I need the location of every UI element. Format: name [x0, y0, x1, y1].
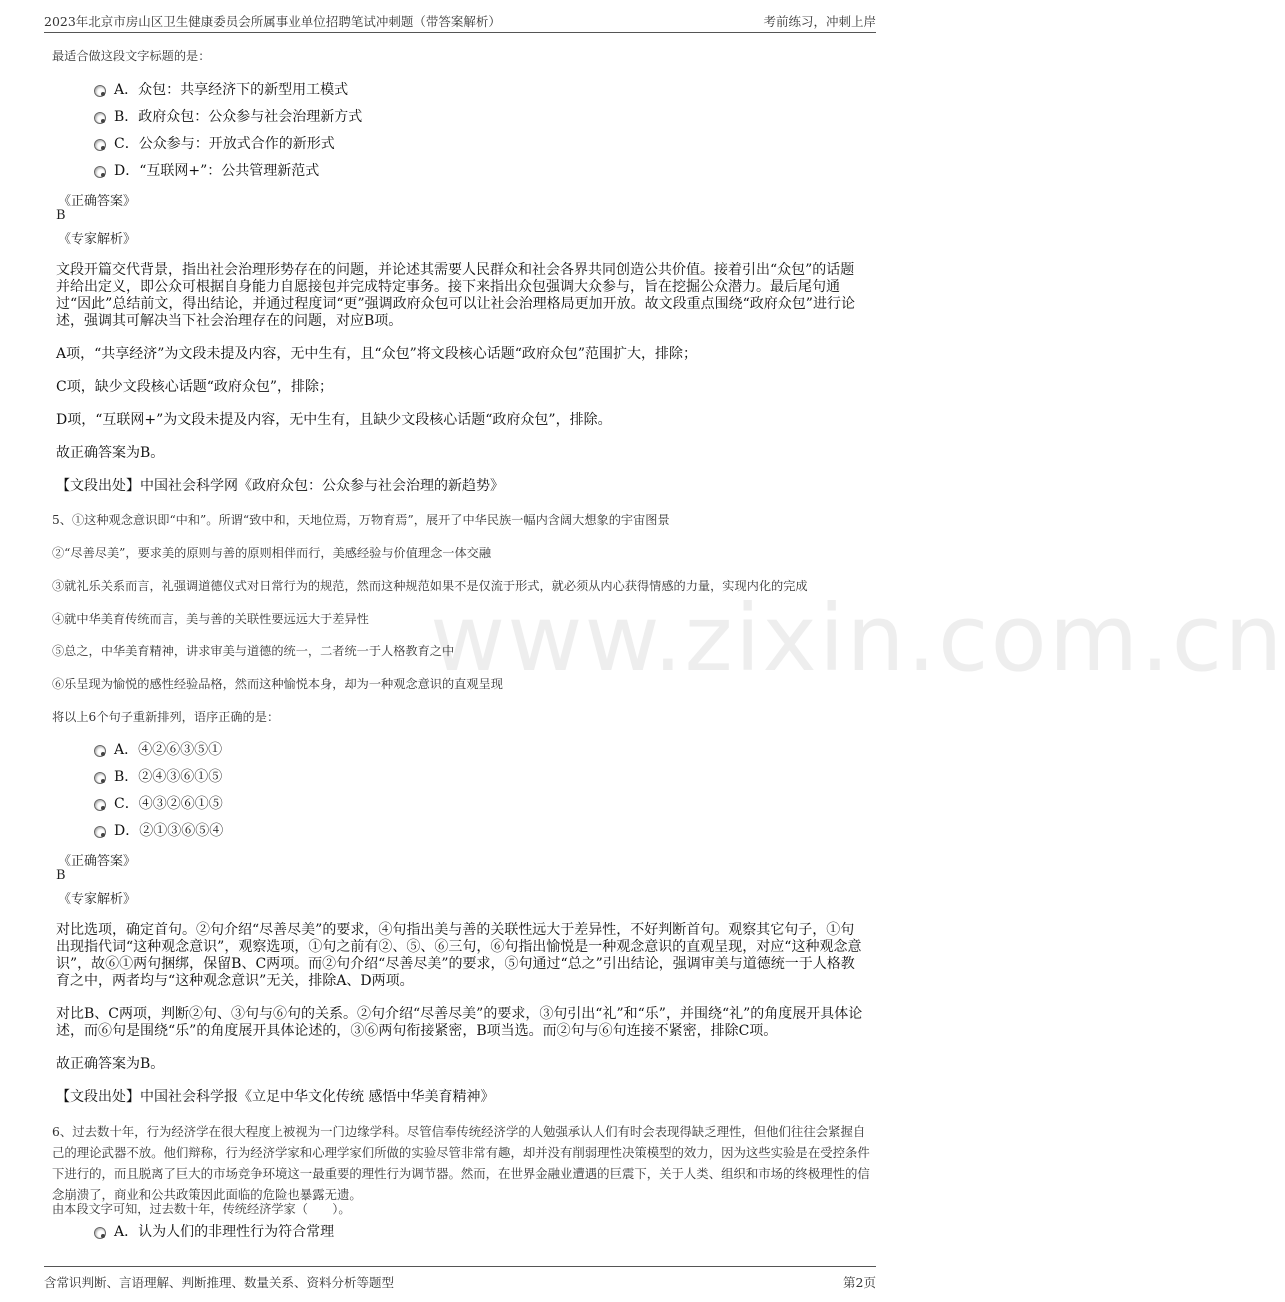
q5-sentence-1: 5、①这种观念意识即“中和”。所谓“致中和，天地位焉，万物育焉”，展开了中华民族一幅内含阔大想象的宇宙图景 [52, 513, 670, 527]
q5-sentence-4: ④就中华美育传统而言，美与善的关联性要远远大于差异性 [52, 612, 369, 626]
radio-icon[interactable] [94, 85, 106, 97]
option-text: C．④③②⑥①⑤ [114, 796, 223, 812]
radio-icon[interactable] [94, 772, 106, 784]
page-footer [44, 1266, 876, 1291]
q4-conclusion: 故正确答案为B。 [56, 445, 165, 461]
q5-sentence-5: ⑤总之，中华美育精神，讲求审美与道德的统一，二者统一于人格教育之中 [52, 644, 455, 658]
radio-icon[interactable] [94, 139, 106, 151]
option-text: B．②④③⑥①⑤ [114, 769, 223, 785]
option-text: D．②①③⑥⑤④ [114, 823, 224, 839]
radio-icon[interactable] [94, 745, 106, 757]
q4-answer-label: 《正确答案》 [58, 194, 137, 209]
option-text: D．“互联网+”：公共管理新范式 [114, 163, 320, 179]
q5-prompt: 将以上6个句子重新排列，语序正确的是： [52, 710, 280, 724]
q6-stem: 6、过去数十年，行为经济学在很大程度上被视为一门边缘学科。尽管信奉传统经济学的人勉强承认人们有时会表现得缺乏理性，但他们往往会紧握自己的理论武器不放。他们辩称，行为经济学家和心理学家们所做的实验尽管非常有趣，却并没有削弱理性决策模型的效力，因为这些实验是在受控条件下进行的，而且脱离了巨大的市场竞争环境这一最重要的理性行为调节器。然而，在世界金融业遭遇的巨震下，关于人类、组织和市场的终极理性的信念崩溃了，商业和公共政策因此面临的危险也暴露无遗。 [52, 1124, 870, 1202]
q4-analysis-label: 《专家解析》 [58, 232, 137, 247]
q5-answer: B [56, 868, 66, 883]
header-slogan: 考前练习，冲刺上岸 [763, 14, 876, 29]
option-text: B．政府众包：公众参与社会治理新方式 [114, 109, 363, 125]
q5-sentence-6: ⑥乐呈现为愉悦的感性经验品格，然而这种愉悦本身，却为一种观念意识的直观呈现 [52, 677, 503, 691]
q5-source: 【文段出处】中国社会科学报《立足中华文化传统 感悟中华美育精神》 [56, 1089, 495, 1105]
q4-analysis-option-d: D项，“互联网+”为文段未提及内容，无中生有，且缺少文段核心话题“政府众包”，排除。 [56, 412, 612, 428]
page-header [44, 8, 876, 33]
option-text: C．公众参与：开放式合作的新形式 [114, 136, 335, 152]
q4-prompt: 最适合做这段文字标题的是： [52, 49, 211, 63]
radio-icon[interactable] [94, 112, 106, 124]
q5-analysis-paragraph-1: 对比选项，确定首句。②句介绍“尽善尽美”的要求，④句指出美与善的关联性远大于差异性，不好判断首句。观察其它句子，①句出现指代词“这种观念意识”，观察选项，①句之前有②、⑤、⑥三句，⑥句指出愉悦是一种观念意识的直观呈现，对应“这种观念意识”，故⑥①两句捆绑，保留B、C两项。而②句介绍“尽善尽美”的要求，⑤句通过“总之”引出结论，强调审美与道德统一于人格教育之中，两者均与“这种观念意识”无关，排除A、D两项。 [56, 922, 862, 989]
q6-prompt: 由本段文字可知，过去数十年，传统经济学家（ ）。 [52, 1202, 351, 1216]
watermark: www.zixin.com.cn [430, 585, 1285, 692]
radio-icon[interactable] [94, 826, 106, 838]
q5-analysis-label: 《专家解析》 [58, 892, 137, 907]
q5-answer-label: 《正确答案》 [58, 854, 137, 869]
option-text: A．众包：共享经济下的新型用工模式 [114, 82, 349, 98]
header-title: 2023年北京市房山区卫生健康委员会所属事业单位招聘笔试冲刺题（带答案解析） [44, 14, 501, 29]
q4-source: 【文段出处】中国社会科学网《政府众包：公众参与社会治理的新趋势》 [56, 478, 504, 494]
option-text: A．④②⑥③⑤① [114, 742, 223, 758]
option-text: A．认为人们的非理性行为符合常理 [114, 1224, 335, 1240]
q5-sentence-2: ②“尽善尽美”，要求美的原则与善的原则相伴而行，美感经验与价值理念一体交融 [52, 546, 492, 560]
page-number: 第2页 [843, 1275, 876, 1290]
radio-icon[interactable] [94, 799, 106, 811]
q4-analysis-option-a: A项，“共享经济”为文段未提及内容，无中生有，且“众包”将文段核心话题“政府众包”范围扩大，排除； [56, 346, 698, 362]
radio-icon[interactable] [94, 1227, 106, 1239]
q4-analysis-option-c: C项，缺少文段核心话题“政府众包”，排除； [56, 379, 334, 395]
q5-analysis-paragraph-2: 对比B、C两项，判断②句、③句与⑥句的关系。②句介绍“尽善尽美”的要求，③句引出“礼”和“乐”，并围绕“礼”的角度展开具体论述，而⑥句是围绕“乐”的角度展开具体论述的，③⑥两句衔接紧密，B项当选。而②句与⑥句连接不紧密，排除C项。 [56, 1006, 863, 1039]
q5-sentence-3: ③就礼乐关系而言，礼强调道德仪式对日常行为的规范，然而这种规范如果不是仅流于形式，就必须从内心获得情感的力量，实现内化的完成 [52, 579, 808, 593]
radio-icon[interactable] [94, 166, 106, 178]
footer-topics: 含常识判断、言语理解、判断推理、数量关系、资料分析等题型 [44, 1275, 395, 1290]
q4-analysis-paragraph: 文段开篇交代背景，指出社会治理形势存在的问题，并论述其需要人民群众和社会各界共同创造公共价值。接着引出“众包”的话题并给出定义，即公众可根据自身能力自愿接包并完成特定事务。接下来指出众包强调大众参与，旨在挖掘公众潜力。最后尾句通过“因此”总结前文，得出结论，并通过程度词“更”强调政府众包可以让社会治理格局更加开放。故文段重点围绕“政府众包”进行论述，强调其可解决当下社会治理存在的问题，对应B项。 [56, 262, 855, 329]
q5-conclusion: 故正确答案为B。 [56, 1056, 165, 1072]
q4-answer: B [56, 208, 66, 223]
